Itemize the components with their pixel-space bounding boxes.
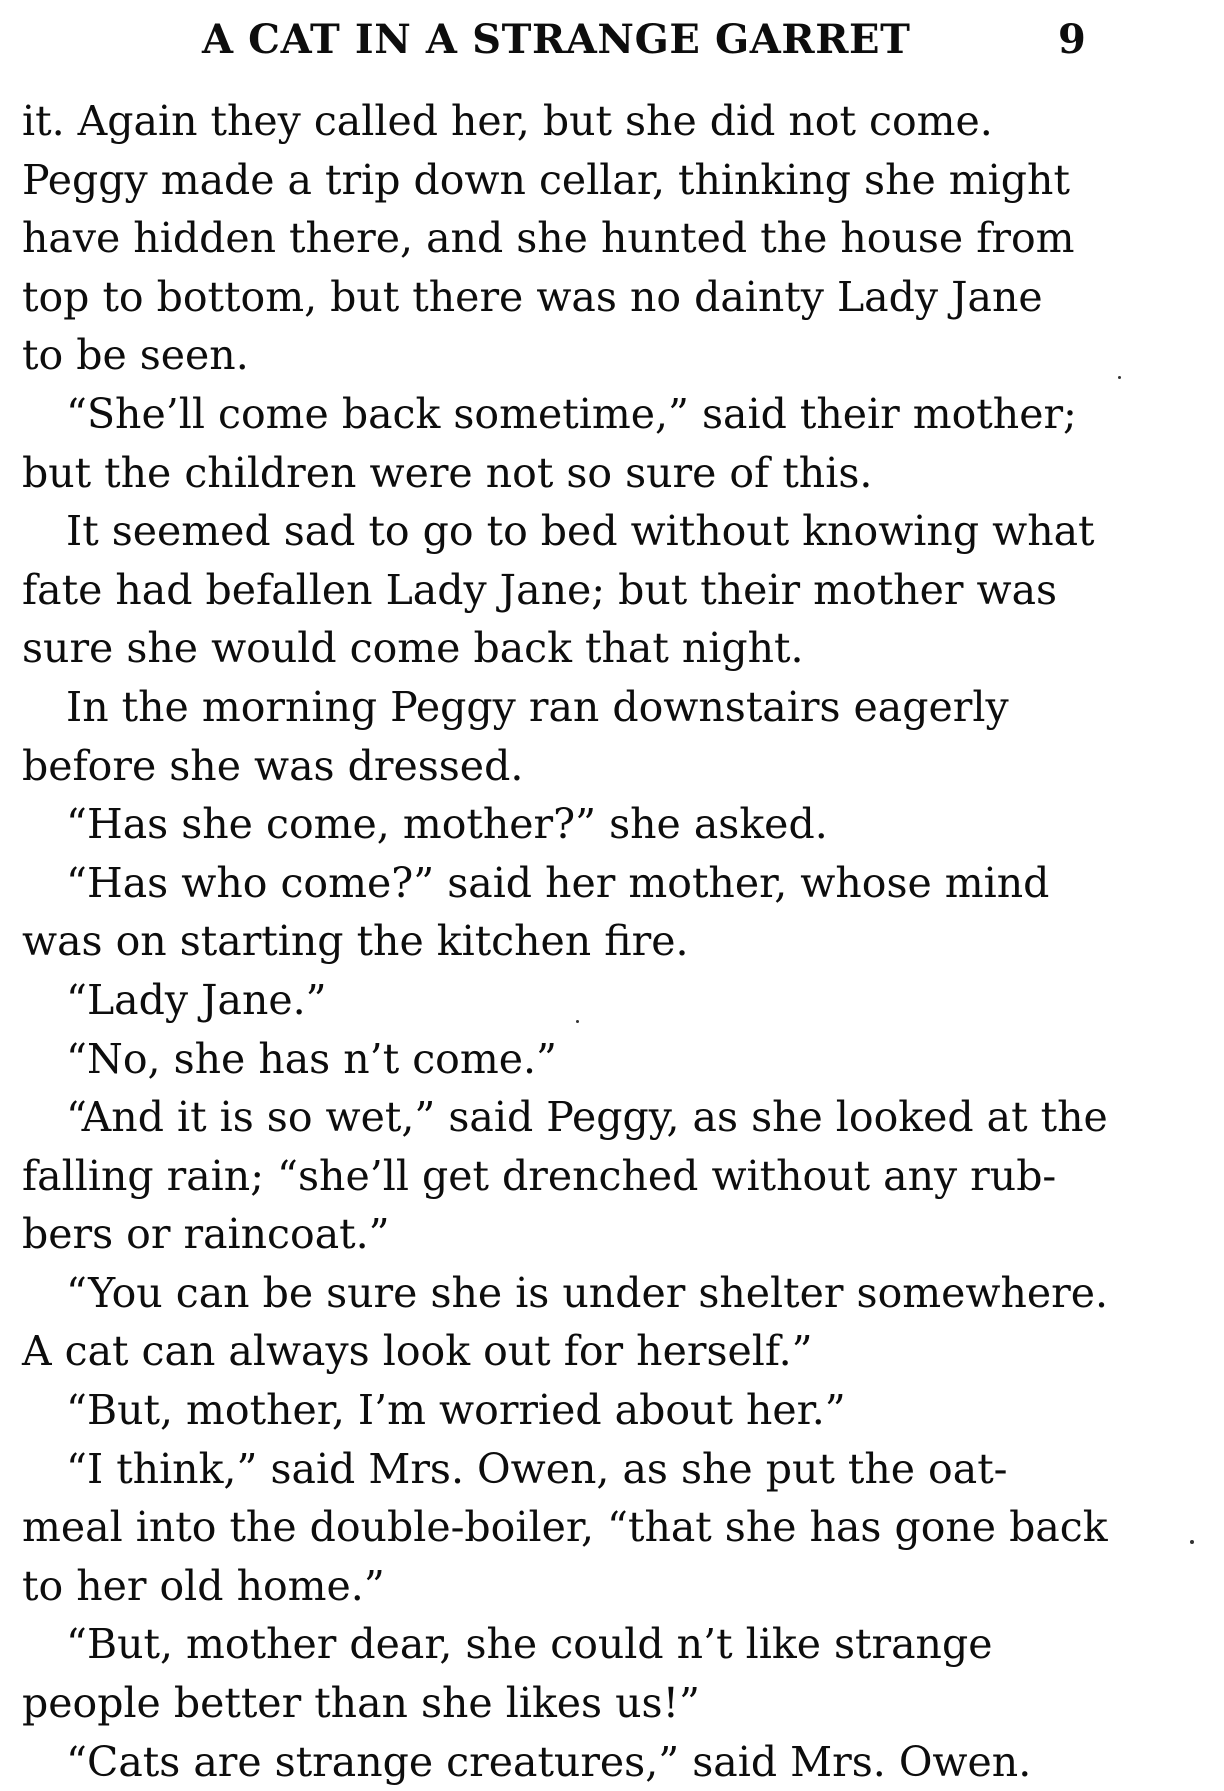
scan-speck [1190, 1540, 1194, 1544]
text-line: before she was dressed. [22, 741, 524, 790]
text-line: but the children were not so sure of this. [22, 448, 873, 497]
scan-speck [576, 1020, 579, 1023]
running-head [0, 12, 1224, 72]
text-line: “No, she has n’t come.” [66, 1034, 557, 1083]
text-line: “Has who come?” said her mother, whose mind [66, 858, 1050, 907]
text-line: “But, mother dear, she could n’t like strange [66, 1620, 993, 1669]
text-line: Peggy made a trip down cellar, thinking she might [22, 155, 1070, 204]
chapter-title: A CAT IN A STRANGE GARRET [202, 16, 911, 63]
text-line: fate had befallen Lady Jane; but their mother was [22, 565, 1058, 614]
page-number: 9 [1058, 16, 1086, 63]
text-line: to be seen. [22, 331, 249, 380]
text-line: “Has she come, mother?” she asked. [66, 800, 828, 849]
text-line: bers or raincoat.” [22, 1210, 390, 1259]
text-line: meal into the double-boiler, “that she has gone back [22, 1503, 1108, 1552]
text-line: In the morning Peggy ran downstairs eagerly [66, 682, 1009, 731]
text-line: “You can be sure she is under shelter somewhere. [66, 1268, 1109, 1317]
text-line: sure she would come back that night. [22, 624, 804, 673]
text-line: have hidden there, and she hunted the house from [22, 214, 1075, 263]
text-line: people better than she likes us!” [22, 1679, 701, 1728]
text-line: “Lady Jane.” [66, 975, 327, 1024]
text-line: to her old home.” [22, 1561, 385, 1610]
body-text [22, 92, 1109, 1791]
text-line: falling rain; “she’ll get drenched without any rub- [22, 1151, 1057, 1200]
text-line: “But, mother, I’m worried about her.” [66, 1386, 846, 1435]
text-line: “And it is so wet,” said Peggy, as she looked at the [66, 1093, 1108, 1142]
text-line: it. Again they called her, but she did not come. [22, 97, 993, 145]
text-line: “I think,” said Mrs. Owen, as she put the oat- [66, 1444, 1008, 1493]
text-line: It seemed sad to go to bed without knowing what [66, 507, 1095, 556]
text-line: was on starting the kitchen fire. [22, 917, 689, 966]
text-line: “She’ll come back sometime,” said their mother; [66, 389, 1077, 438]
text-line: A cat can always look out for herself.” [22, 1327, 813, 1376]
text-line: top to bottom, but there was no dainty Lady Jane [22, 272, 1043, 321]
text-line: “Cats are strange creatures,” said Mrs. Owen. [66, 1737, 1032, 1786]
scan-speck [1118, 376, 1121, 379]
